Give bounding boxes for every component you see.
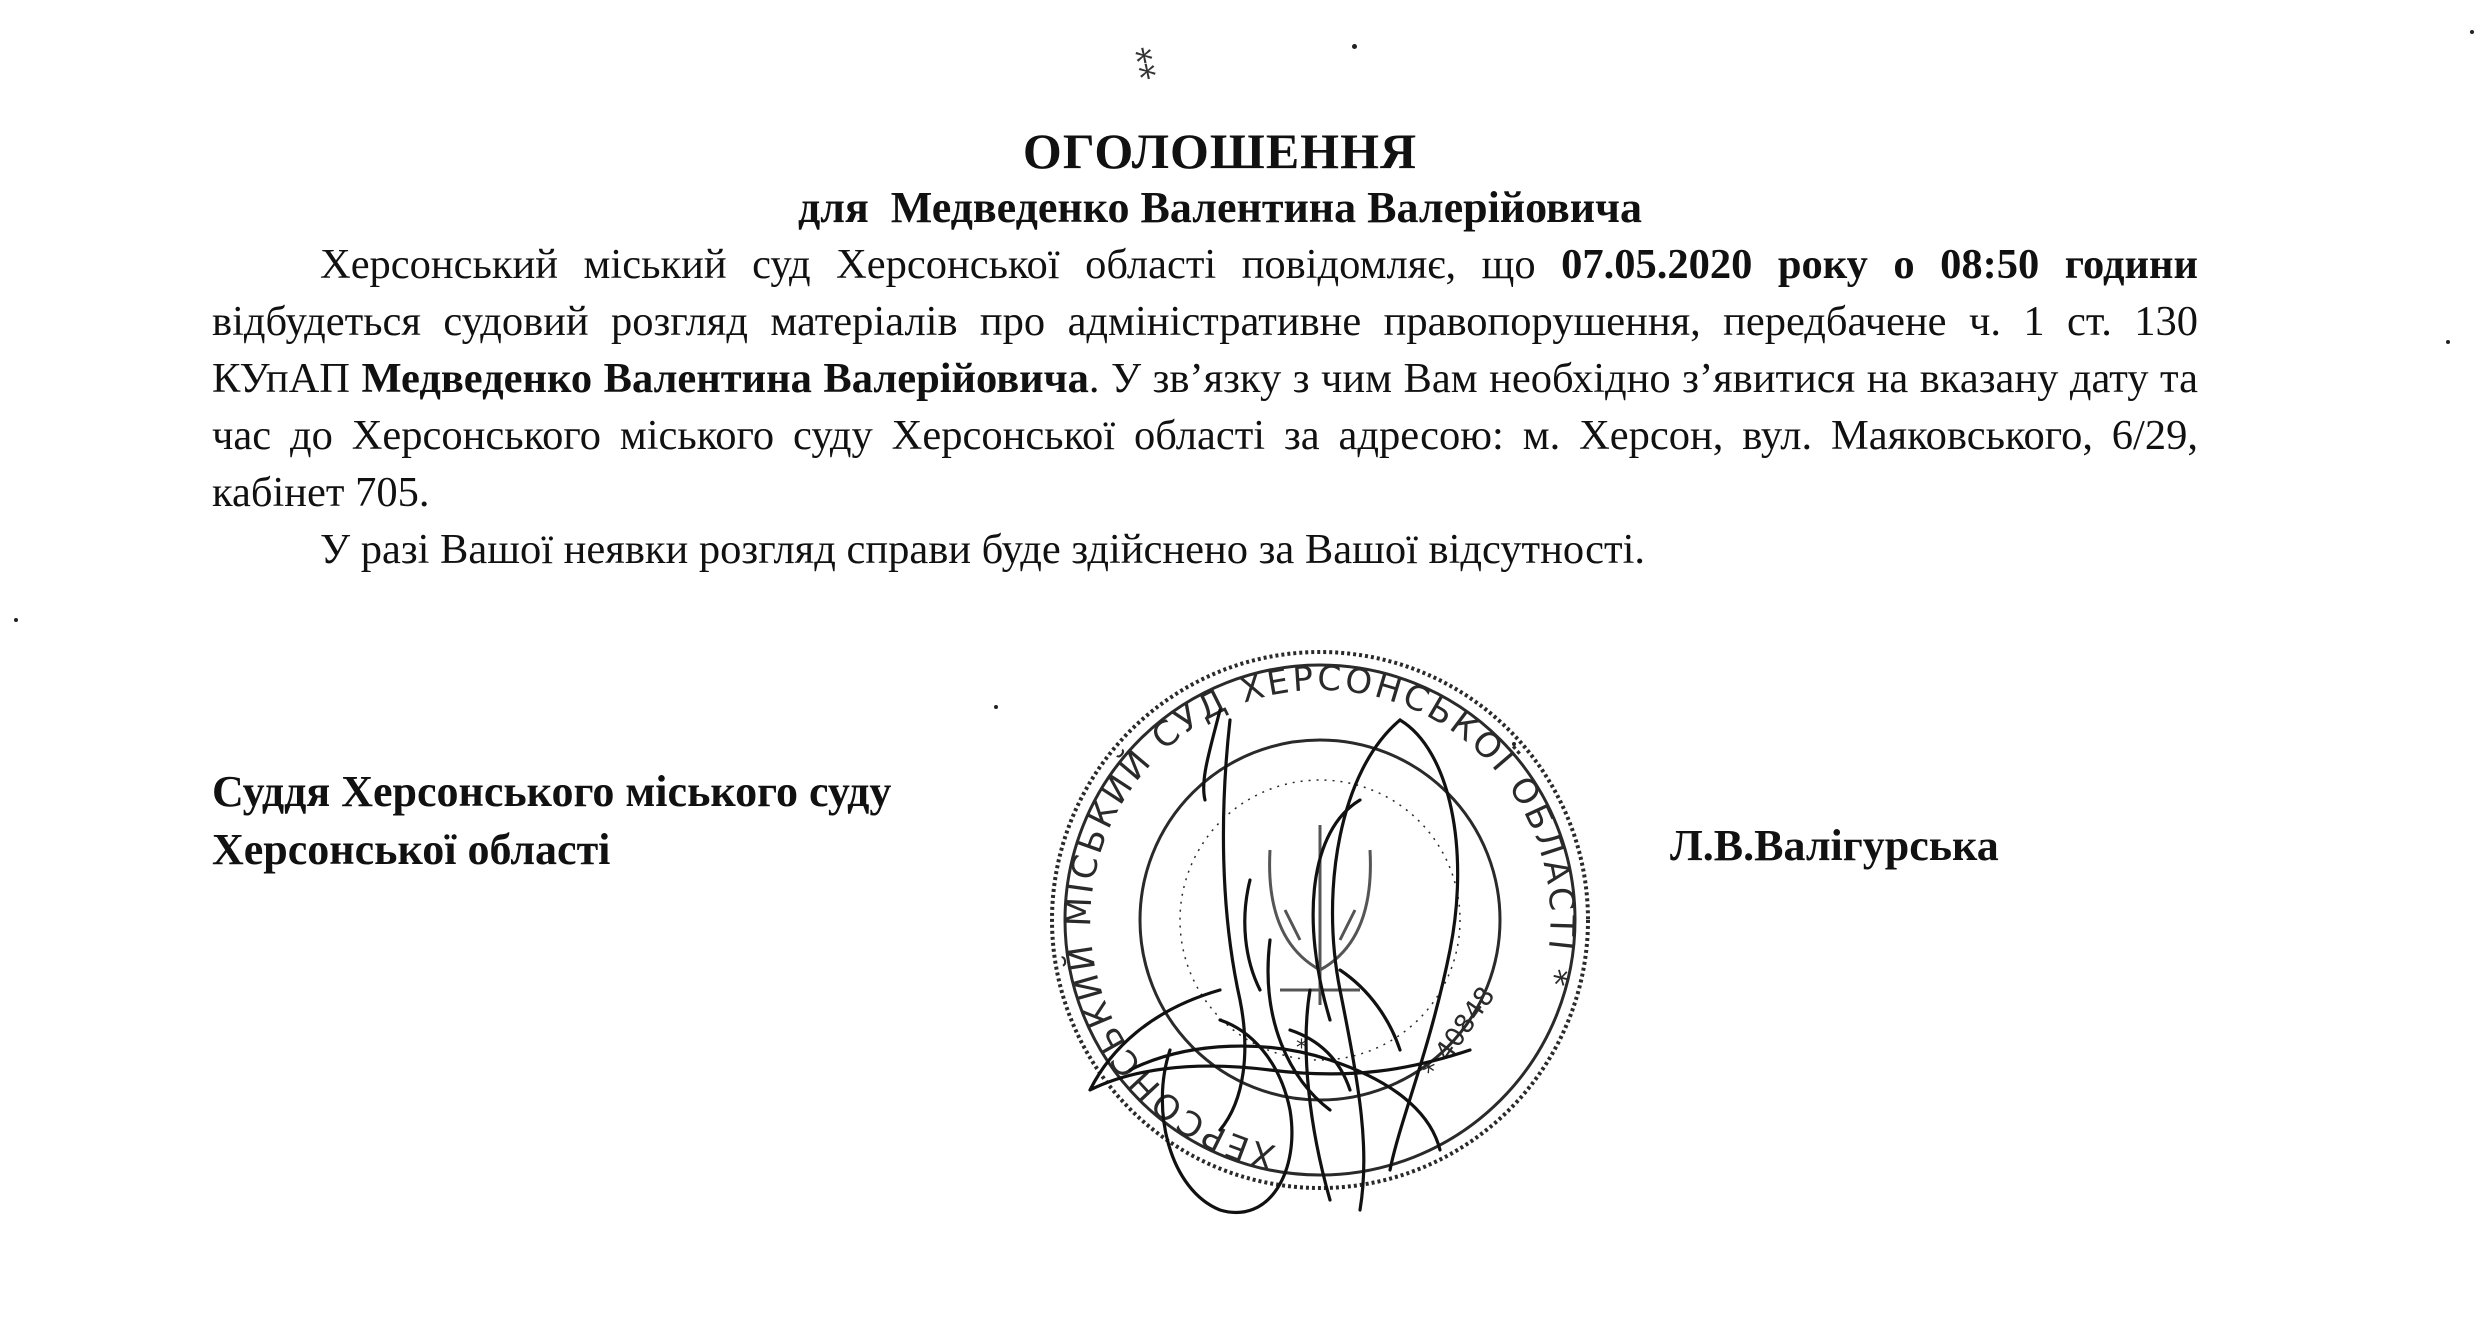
scan-speck — [994, 705, 998, 709]
svg-text:*: * — [1296, 1036, 1307, 1061]
svg-text:* 40848: * 40848 — [1417, 981, 1502, 1085]
handwritten-signature — [1070, 690, 1530, 1230]
absence-paragraph: У разі Вашої неявки розгляд справи буде здійснено за Вашої відсутності. — [320, 526, 1646, 573]
judge-position — [212, 763, 891, 879]
addressee-prefix: для — [798, 183, 869, 232]
svg-text:ХЕРСОНСЬКИЙ МІСЬКИЙ СУД ХЕРСОН: ХЕРСОНСЬКИЙ МІСЬКИЙ СУД ХЕРСОНСЬКОЇ ОБЛАСТІ * — [1059, 658, 1582, 1177]
judge-name: Л.В.Валігурська — [1670, 821, 1999, 870]
scan-speck — [1352, 44, 1357, 49]
notice-text: відбудеться судовий розгляд матеріалів про адміністративне правопорушення, передбачене ч. 1 ст. 130 КУпАП — [212, 298, 2198, 402]
scan-speck — [2470, 30, 2474, 34]
addressee-name: Медведенко Валентина Валерійовича — [890, 183, 1642, 232]
judge-position-line: Суддя Херсонського міського суду — [212, 767, 892, 816]
offender-name: Медведенко Валентина Валерійовича — [361, 355, 1089, 402]
scan-speck — [2446, 340, 2450, 344]
page-title: ОГОЛОШЕННЯ — [1022, 123, 1418, 179]
judge-position-line: Херсонської області — [212, 825, 611, 874]
notice-body — [212, 236, 2198, 578]
notice-text: Херсонський міський суд Херсонської області повідомляє, що — [320, 241, 1562, 288]
hearing-datetime: 07.05.2020 року о 08:50 години — [1561, 241, 2198, 288]
addressee-line — [0, 182, 2440, 233]
notice-paragraph — [212, 236, 2198, 521]
scan-speck — [14, 618, 18, 622]
scan-mark: ⁑ — [1134, 48, 1159, 89]
notice-text: . У зв’язку з чим Вам необхідно з’явитися на вказану дату та час до Херсонського міського суду Херсонської області за адресою: м. Херсон, вул. Маяковського, 6/29, кабінет 705. — [212, 355, 2198, 516]
